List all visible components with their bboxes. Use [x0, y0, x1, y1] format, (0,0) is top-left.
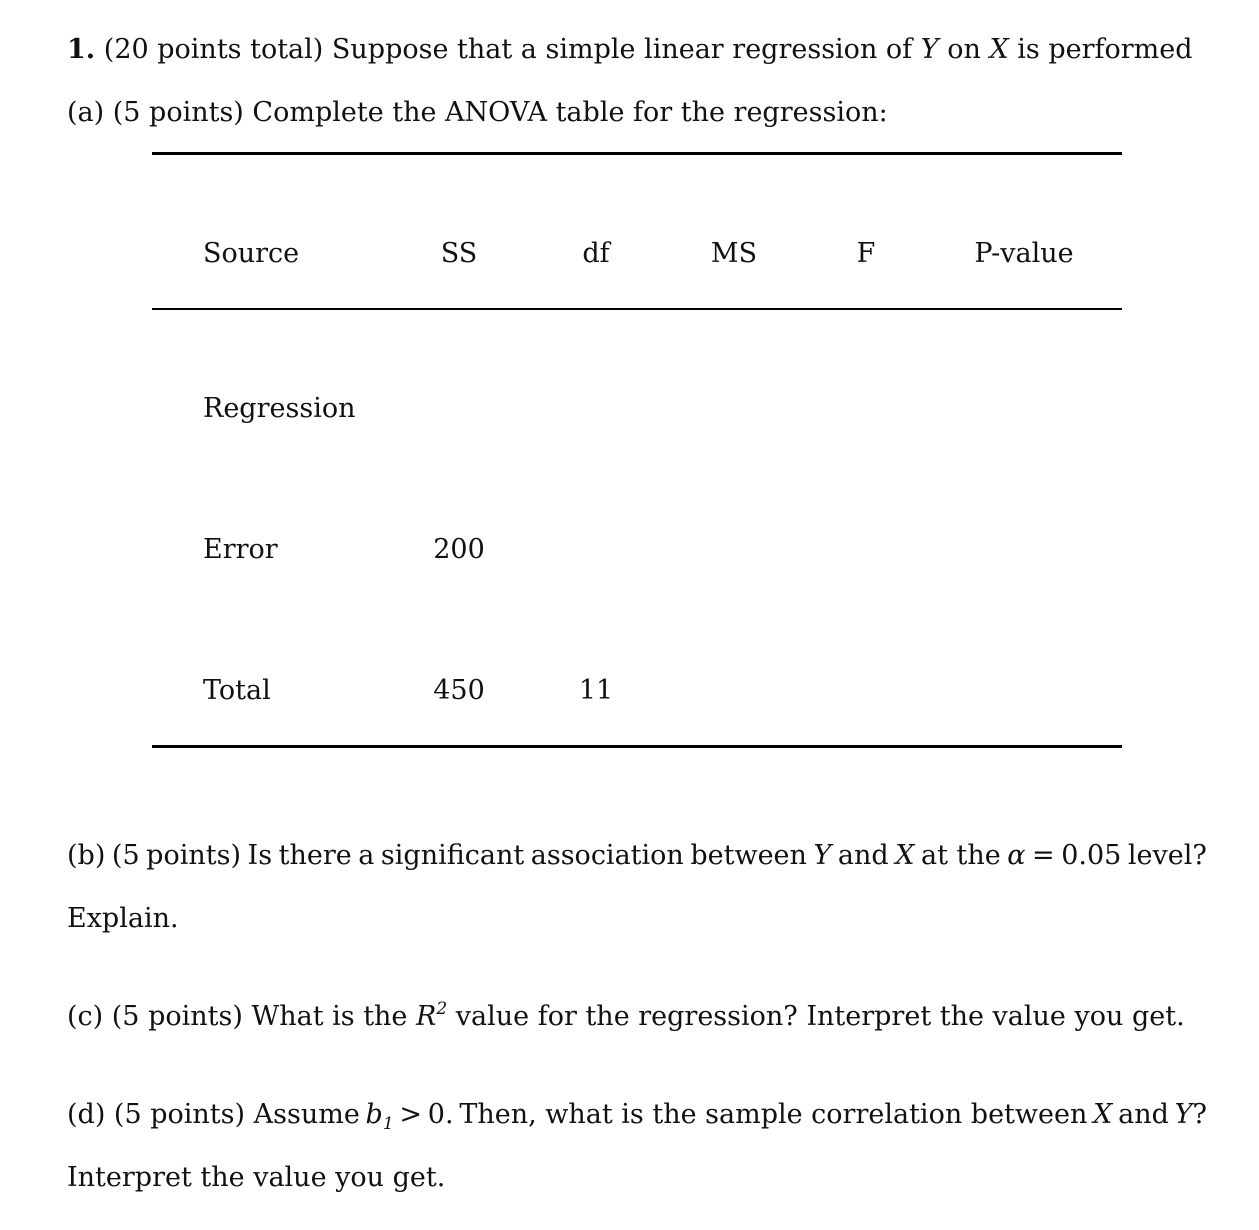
- alpha-value: 0.05: [1061, 840, 1122, 871]
- question-number: 1.: [67, 34, 96, 65]
- b-subscript: 1: [382, 1114, 394, 1134]
- row-total-df: 11: [578, 675, 614, 706]
- row-error-ss: 200: [433, 534, 485, 565]
- var-x: X: [1093, 1099, 1113, 1130]
- level-word: level?: [1127, 840, 1207, 871]
- b-letter: b: [365, 1099, 383, 1130]
- b1-symbol: [365, 1099, 394, 1134]
- var-y-question: [1175, 1101, 1207, 1128]
- part-d-line-2: Interpret the value you get.: [67, 1162, 446, 1193]
- r-letter: R: [416, 1001, 437, 1032]
- question-intro-end: is performed: [1017, 34, 1193, 65]
- var-x: X: [895, 840, 915, 871]
- r-squared-symbol: [416, 1001, 447, 1032]
- var-y: Y: [920, 34, 939, 65]
- var-y: Y: [1174, 1099, 1193, 1130]
- part-b-word: a: [358, 840, 375, 871]
- row-error-source: Error: [203, 534, 278, 565]
- greater-than: >: [399, 1099, 423, 1130]
- row-total-ss: 450: [433, 675, 485, 706]
- alpha-symbol: α: [1007, 840, 1026, 871]
- part-c-pre: (c) (5 points) What is the: [67, 1001, 408, 1032]
- equals-sign: =: [1032, 840, 1055, 871]
- var-x: X: [989, 34, 1009, 65]
- question-mark: ?: [1192, 1099, 1207, 1130]
- part-b-line-1: [67, 842, 1207, 869]
- header-p-value: P-value: [974, 238, 1074, 269]
- row-regression-source: Regression: [203, 393, 356, 424]
- part-c-post: value for the regression? Interpret the value you get.: [455, 1001, 1185, 1032]
- table-header-rule: [152, 308, 1122, 310]
- part-b-word: points): [146, 840, 241, 871]
- part-d-line-1: [67, 1099, 1207, 1134]
- var-y: Y: [813, 840, 832, 871]
- header-df: df: [582, 238, 610, 269]
- part-b-word: association: [530, 840, 684, 871]
- part-d-pre: (d) (5 points) Assume: [67, 1099, 360, 1130]
- header-f: F: [856, 238, 876, 269]
- header-ss: SS: [440, 238, 478, 269]
- part-d-mid: Then, what is the sample correlation between: [459, 1099, 1088, 1130]
- row-total-source: Total: [203, 675, 271, 706]
- part-b-line-2: Explain.: [67, 903, 179, 934]
- at-the-words: at the: [920, 840, 1001, 871]
- header-ms: MS: [710, 238, 758, 269]
- and-word: and: [1118, 1099, 1169, 1130]
- part-c-line: [67, 999, 1185, 1032]
- table-bottom-rule: [152, 745, 1122, 748]
- r-exponent: 2: [436, 999, 448, 1019]
- and-word: and: [837, 840, 889, 871]
- part-b-word: between: [690, 840, 807, 871]
- zero-value: 0.: [427, 1099, 454, 1130]
- part-b-word: there: [278, 840, 352, 871]
- table-top-rule: [152, 152, 1122, 155]
- part-b-word: Is: [247, 840, 273, 871]
- part-b-word: (5: [111, 840, 140, 871]
- on-word: on: [947, 34, 981, 65]
- question-intro-text: (20 points total) Suppose that a simple linear regression of: [103, 34, 913, 65]
- question-1-header: [67, 36, 1193, 63]
- part-a-text: (a) (5 points) Complete the ANOVA table for the regression:: [67, 97, 888, 128]
- header-source: Source: [203, 238, 300, 269]
- part-b-word: significant: [380, 840, 525, 871]
- part-b-word: (b): [67, 840, 106, 871]
